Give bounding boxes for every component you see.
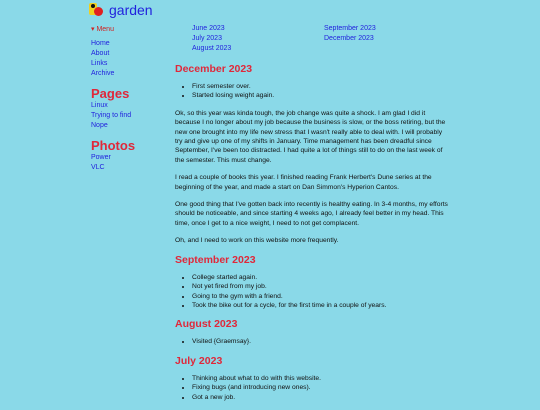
post-list — [175, 337, 450, 346]
sidebar-heading-pages: Pages — [91, 86, 130, 101]
post-list — [175, 273, 450, 311]
site-header — [89, 2, 153, 18]
list-item: • Fixing bugs (and introducing new ones). — [192, 383, 450, 392]
post-september-2023 — [175, 254, 450, 311]
post-paragraph: I read a couple of books this year. I finished reading Frank Herbert's Dune series at the beginning of the year, and made a start on Dan Simmon's Hyperion Cantos. — [175, 174, 432, 191]
sidebar — [91, 25, 166, 173]
post-paragraph: One good thing that I've gotten back into recently is healthy eating. In 3-4 months, my efforts should be noticeable, and since starting 4 weeks ago, I already feel better in my head. This time, once I get to a nice weight, I need to not get complacent. — [175, 201, 448, 227]
archive-link-december-2023[interactable]: December 2023 — [324, 35, 374, 42]
post-december-2023 — [175, 63, 450, 246]
list-item: • Got a new job. — [192, 393, 450, 402]
post-paragraph: Oh, and I need to work on this website more frequently. — [175, 237, 339, 245]
sidebar-heading-photos: Photos — [91, 138, 136, 153]
main-content — [175, 63, 450, 410]
post-august-2023 — [175, 318, 450, 346]
sidebar-link-home[interactable]: Home — [91, 40, 110, 47]
list-item: • Took the bike out for a cycle, for the first time in a couple of years. — [192, 301, 450, 310]
post-list — [175, 82, 450, 101]
sidebar-link-vlc[interactable]: VLC — [91, 164, 105, 171]
archive-link-august-2023[interactable]: August 2023 — [192, 45, 232, 52]
post-paragraph: Ok, so this year was kinda tough, the job change was quite a shock. I am glad I did it because I no longer about my job because the business is slow, or the boss retiring, but the new one brought into my life new stress that I wasn't really able to deal with. I will probably try and give up one of my shifts in January. Time management has been dreadful since September, I've been too distracted. I had quite a lot of things still to do on the last week of the semester. This must change. — [175, 109, 446, 164]
archive-link-june-2023[interactable]: June 2023 — [192, 25, 225, 32]
sidebar-link-trying-to-find[interactable]: Trying to find — [91, 112, 132, 119]
list-item: • Visited {Graemsay}. — [192, 337, 450, 346]
post-title: September 2023 — [175, 253, 256, 266]
sidebar-link-archive[interactable]: Archive — [91, 70, 115, 77]
logo-icon[interactable] — [89, 3, 103, 17]
list-item: • Thinking about what to do with this website. — [192, 374, 450, 383]
site-title-link[interactable]: garden — [109, 2, 153, 18]
post-list — [175, 374, 450, 402]
list-item: • Started losing weight again. — [192, 91, 450, 100]
list-item: • First semester over. — [192, 82, 450, 91]
list-item: • College started again. — [192, 273, 450, 282]
sidebar-link-linux[interactable]: Linux — [91, 102, 108, 109]
post-title: August 2023 — [175, 318, 238, 331]
sidebar-link-nope[interactable]: Nope — [91, 122, 108, 129]
sidebar-link-about[interactable]: About — [91, 50, 110, 57]
post-july-2023 — [175, 355, 450, 402]
list-item: • Not yet fired from my job. — [192, 282, 450, 291]
sidebar-link-links[interactable]: Links — [91, 60, 108, 67]
post-title: December 2023 — [175, 63, 253, 75]
sidebar-link-power[interactable]: Power — [91, 154, 111, 161]
list-item: • Going to the gym with a friend. — [192, 292, 450, 301]
archive-link-july-2023[interactable]: July 2023 — [192, 35, 222, 42]
archive-link-september-2023[interactable]: September 2023 — [324, 25, 376, 32]
post-title: July 2023 — [175, 354, 223, 367]
menu-toggle[interactable]: ▾ Menu — [91, 26, 114, 33]
